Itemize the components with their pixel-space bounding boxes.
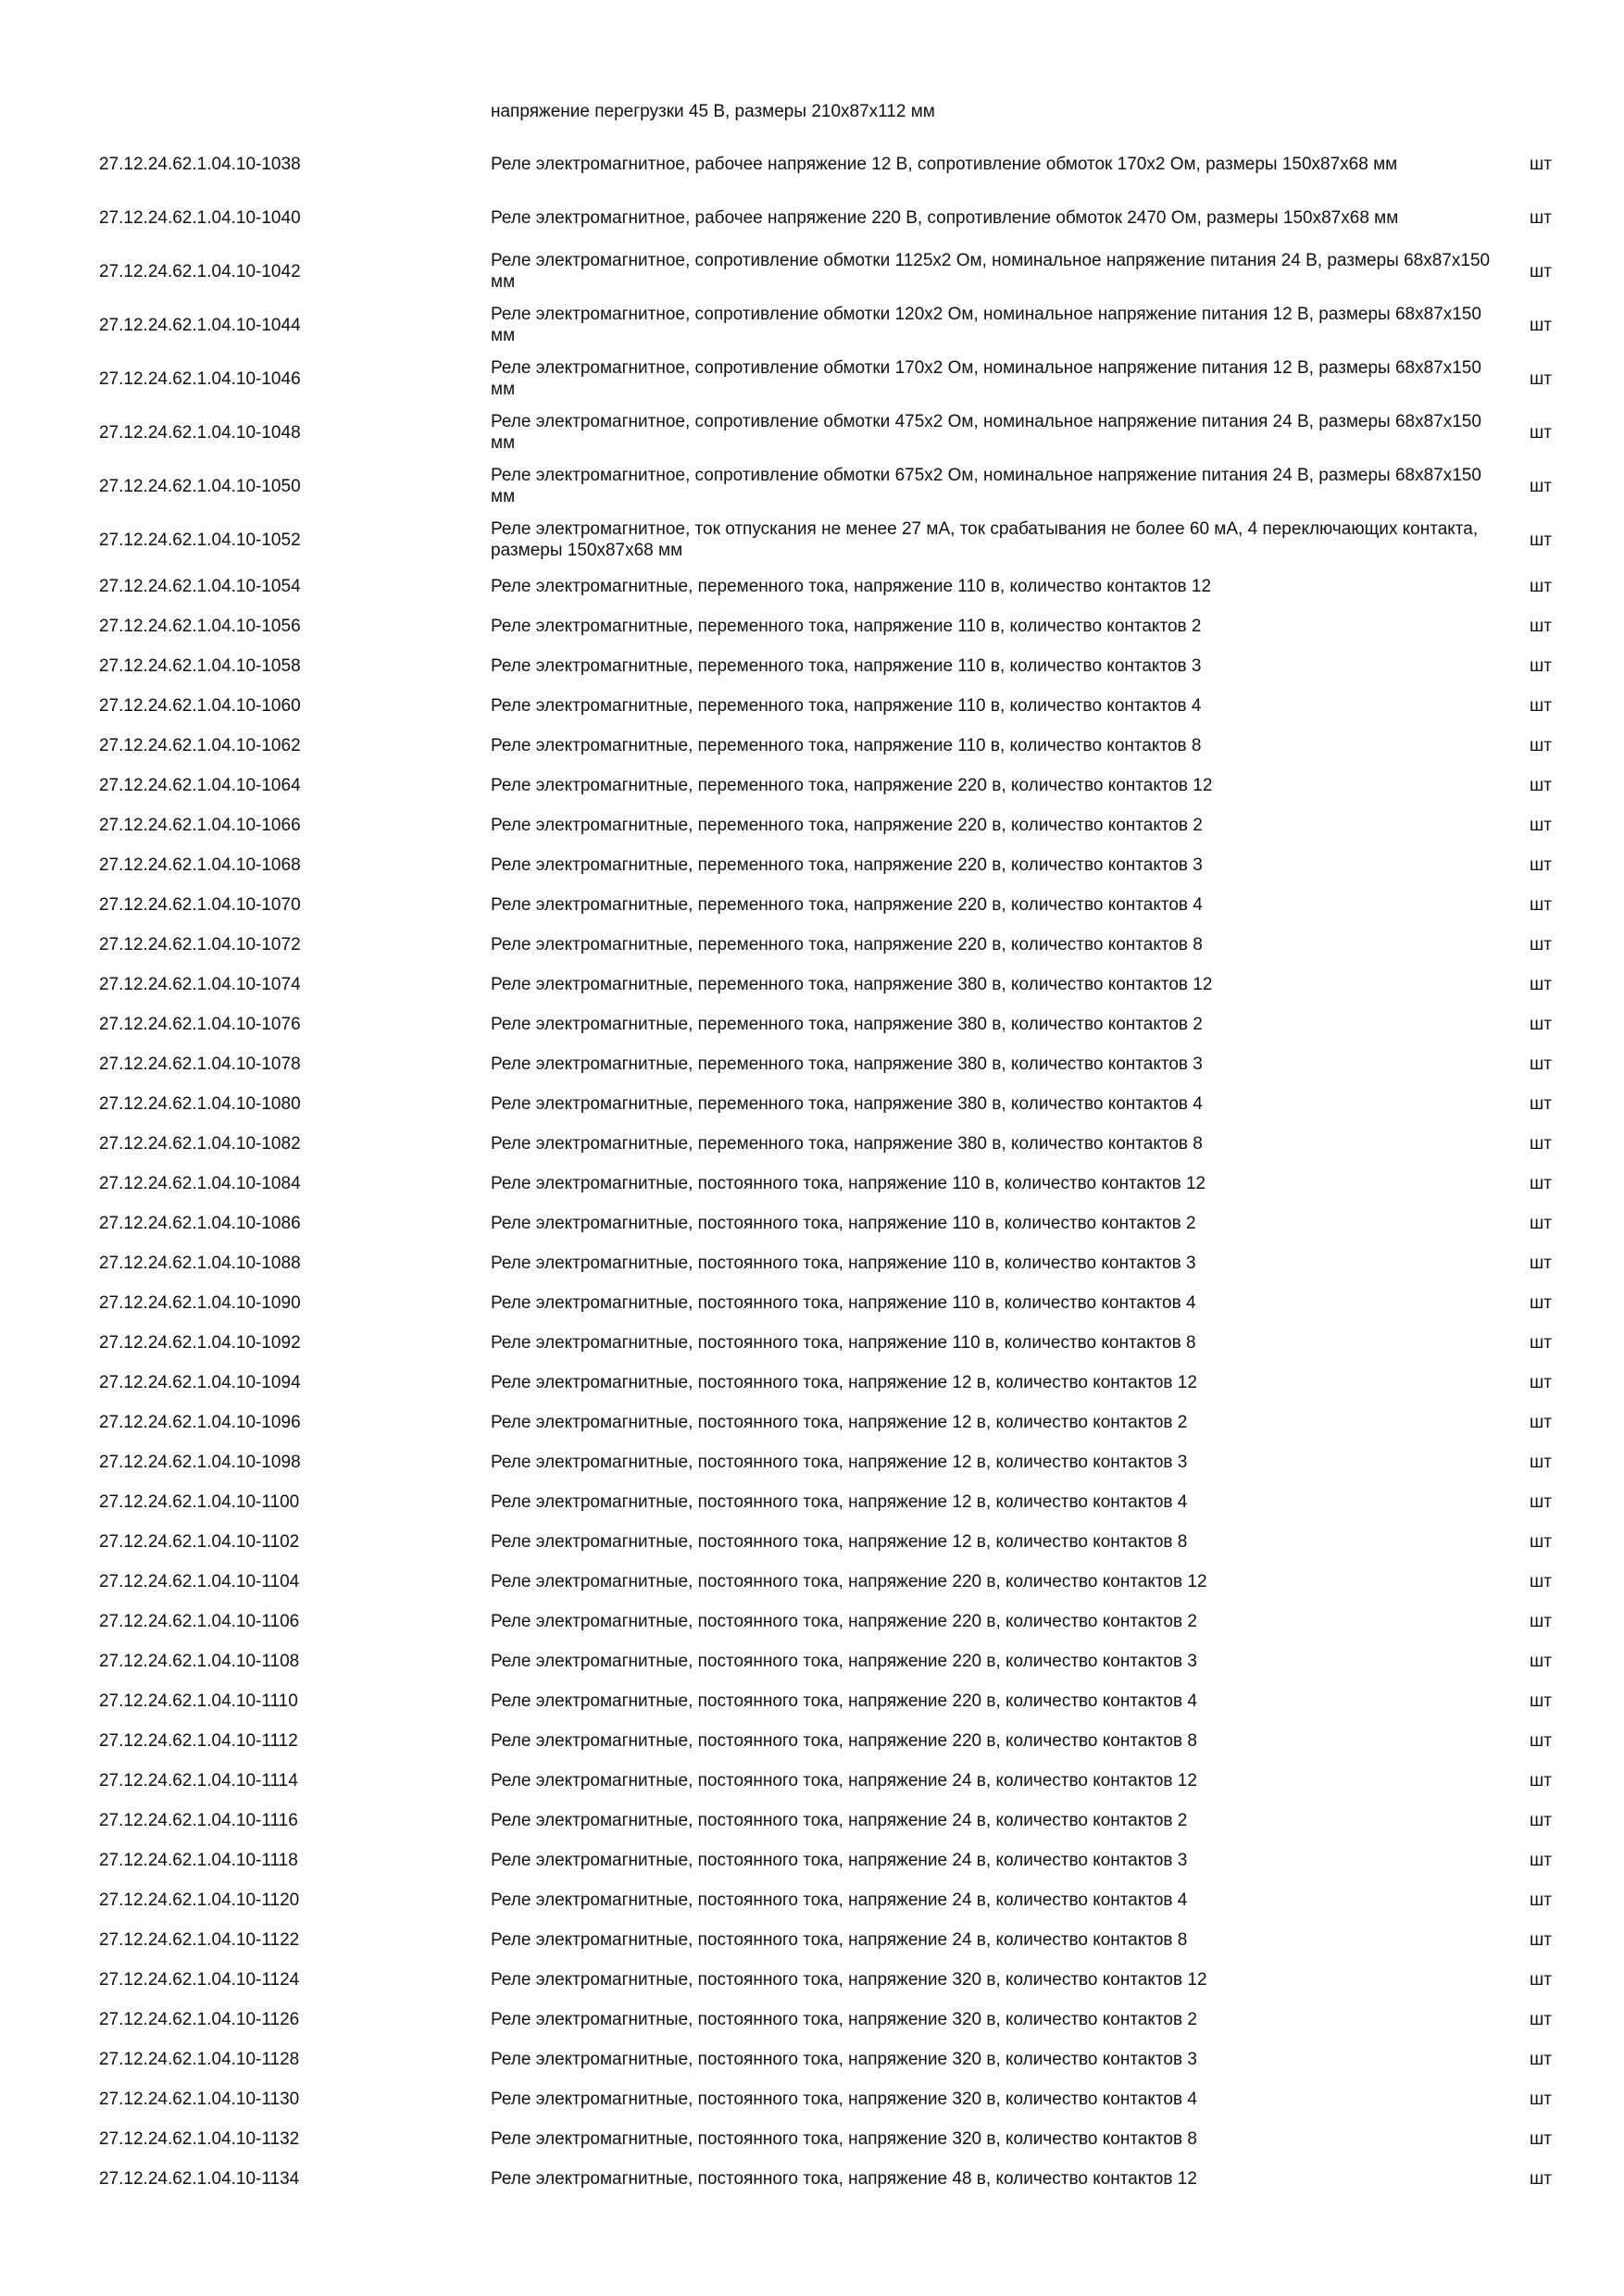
item-unit: шт — [1530, 1572, 1552, 1591]
item-description: Реле электромагнитные, переменного тока, напряжение 380 в, количество контактов 8 — [491, 1134, 1203, 1154]
item-description: Реле электромагнитные, постоянного тока, напряжение 48 в, количество контактов 12 — [491, 2169, 1197, 2189]
item-code: 27.12.24.62.1.04.10-1054 — [99, 577, 301, 596]
item-unit: шт — [1530, 1691, 1552, 1711]
item-unit: шт — [1530, 530, 1552, 550]
item-description: Реле электромагнитные, постоянного тока, напряжение 12 в, количество контактов 2 — [491, 1413, 1188, 1432]
item-code: 27.12.24.62.1.04.10-1060 — [99, 696, 301, 716]
table-row — [0, 459, 1624, 513]
item-unit: шт — [1530, 895, 1552, 915]
item-unit: шт — [1530, 1930, 1552, 1950]
item-unit: шт — [1530, 1890, 1552, 1910]
item-unit: шт — [1530, 577, 1552, 596]
table-row — [0, 1562, 1624, 1602]
item-code: 27.12.24.62.1.04.10-1096 — [99, 1413, 301, 1432]
item-unit: шт — [1530, 154, 1552, 174]
item-code: 27.12.24.62.1.04.10-1120 — [99, 1890, 300, 1910]
item-description: Реле электромагнитное, сопротивление обмотки 1125х2 Ом, номинальное напряжение питания 24 В, размеры 68х87х150 мм — [491, 251, 1491, 292]
table-row — [0, 513, 1624, 567]
table-row — [0, 1004, 1624, 1044]
table-row — [0, 1721, 1624, 1761]
item-description: Реле электромагнитные, постоянного тока, напряжение 320 в, количество контактов 4 — [491, 2090, 1197, 2109]
item-unit: шт — [1530, 696, 1552, 716]
item-unit: шт — [1530, 1413, 1552, 1432]
item-unit: шт — [1530, 1254, 1552, 1273]
item-code: 27.12.24.62.1.04.10-1090 — [99, 1293, 301, 1313]
item-code: 27.12.24.62.1.04.10-1114 — [99, 1771, 298, 1791]
item-description: Реле электромагнитные, переменного тока, напряжение 110 в, количество контактов 2 — [491, 617, 1202, 636]
table-row — [0, 2119, 1624, 2159]
item-description: Реле электромагнитные, постоянного тока, напряжение 320 в, количество контактов 2 — [491, 2010, 1197, 2029]
item-code: 27.12.24.62.1.04.10-1076 — [99, 1015, 301, 1034]
item-code: 27.12.24.62.1.04.10-1074 — [99, 975, 301, 994]
table-row — [0, 1801, 1624, 1841]
item-description: Реле электромагнитные, переменного тока, напряжение 220 в, количество контактов 8 — [491, 935, 1203, 955]
item-code: 27.12.24.62.1.04.10-1118 — [99, 1851, 298, 1870]
item-code: 27.12.24.62.1.04.10-1086 — [99, 1214, 301, 1233]
item-unit: шт — [1530, 2010, 1552, 2029]
continuation-text: напряжение перегрузки 45 В, размеры 210х87х112 мм — [491, 102, 935, 121]
item-code: 27.12.24.62.1.04.10-1124 — [99, 1970, 300, 1990]
table-row — [0, 606, 1624, 646]
item-unit: шт — [1530, 1612, 1552, 1631]
table-row — [0, 1164, 1624, 1204]
item-code: 27.12.24.62.1.04.10-1084 — [99, 1174, 301, 1193]
item-unit: шт — [1530, 855, 1552, 875]
item-code: 27.12.24.62.1.04.10-1102 — [99, 1532, 300, 1552]
item-unit: шт — [1530, 1134, 1552, 1154]
item-description: Реле электромагнитные, постоянного тока, напряжение 320 в, количество контактов 3 — [491, 2050, 1197, 2069]
item-code: 27.12.24.62.1.04.10-1062 — [99, 736, 301, 755]
table-row — [0, 191, 1624, 244]
item-code: 27.12.24.62.1.04.10-1070 — [99, 895, 301, 915]
item-unit: шт — [1530, 1293, 1552, 1313]
item-code: 27.12.24.62.1.04.10-1116 — [99, 1811, 298, 1830]
item-code: 27.12.24.62.1.04.10-1134 — [99, 2169, 300, 2189]
item-code: 27.12.24.62.1.04.10-1044 — [99, 315, 301, 335]
item-description: Реле электромагнитные, переменного тока, напряжение 220 в, количество контактов 4 — [491, 895, 1203, 915]
item-description: Реле электромагнитное, сопротивление обмотки 120х2 Ом, номинальное напряжение питания 12 В, размеры 68х87х150 мм — [491, 305, 1481, 345]
item-description: Реле электромагнитные, переменного тока, напряжение 380 в, количество контактов 12 — [491, 975, 1213, 994]
item-code: 27.12.24.62.1.04.10-1100 — [99, 1492, 300, 1512]
item-unit: шт — [1530, 2129, 1552, 2149]
table-row — [0, 1243, 1624, 1283]
table-row — [0, 885, 1624, 925]
table-row — [0, 1363, 1624, 1403]
item-code: 27.12.24.62.1.04.10-1108 — [99, 1652, 300, 1671]
item-description: Реле электромагнитные, постоянного тока, напряжение 220 в, количество контактов 12 — [491, 1572, 1207, 1591]
table-row — [0, 1880, 1624, 1920]
item-unit: шт — [1530, 1652, 1552, 1671]
item-code: 27.12.24.62.1.04.10-1094 — [99, 1373, 301, 1392]
item-table — [0, 137, 1624, 2199]
table-row — [0, 2079, 1624, 2119]
item-unit: шт — [1530, 1094, 1552, 1114]
table-row — [0, 965, 1624, 1004]
item-unit: шт — [1530, 1214, 1552, 1233]
table-row — [0, 766, 1624, 805]
item-description: Реле электромагнитные, постоянного тока, напряжение 24 в, количество контактов 2 — [491, 1811, 1188, 1830]
item-description: Реле электромагнитные, постоянного тока, напряжение 12 в, количество контактов 3 — [491, 1453, 1188, 1472]
table-row — [0, 1084, 1624, 1124]
table-row — [0, 1960, 1624, 2000]
item-unit: шт — [1530, 1811, 1552, 1830]
item-description: Реле электромагнитные, переменного тока, напряжение 110 в, количество контактов 3 — [491, 656, 1202, 676]
item-code: 27.12.24.62.1.04.10-1046 — [99, 368, 301, 389]
item-description: Реле электромагнитные, постоянного тока, напряжение 24 в, количество контактов 12 — [491, 1771, 1197, 1791]
item-unit: шт — [1530, 816, 1552, 835]
item-description: Реле электромагнитные, постоянного тока, напряжение 320 в, количество контактов 12 — [491, 1970, 1207, 1990]
item-unit: шт — [1530, 1174, 1552, 1193]
item-description: Реле электромагнитное, сопротивление обмотки 475х2 Ом, номинальное напряжение питания 24 В, размеры 68х87х150 мм — [491, 412, 1481, 453]
item-code: 27.12.24.62.1.04.10-1098 — [99, 1453, 301, 1472]
item-description: Реле электромагнитные, постоянного тока, напряжение 110 в, количество контактов 12 — [491, 1174, 1206, 1193]
item-code: 27.12.24.62.1.04.10-1066 — [99, 816, 301, 835]
item-unit: шт — [1530, 422, 1552, 443]
item-unit: шт — [1530, 1532, 1552, 1552]
item-unit: шт — [1530, 1771, 1552, 1791]
table-row — [0, 298, 1624, 352]
item-description: Реле электромагнитное, сопротивление обмотки 675х2 Ом, номинальное напряжение питания 24 В, размеры 68х87х150 мм — [491, 466, 1481, 506]
item-description: Реле электромагнитное, рабочее напряжение 220 В, сопротивление обмоток 2470 Ом, размеры 150х87х68 мм — [491, 207, 1399, 228]
item-description: Реле электромагнитные, переменного тока, напряжение 220 в, количество контактов 3 — [491, 855, 1203, 875]
item-code: 27.12.24.62.1.04.10-1092 — [99, 1333, 301, 1353]
item-description: Реле электромагнитное, ток отпускания не менее 27 мА, ток срабатывания не более 60 мА, 4 переключающих контакта, размеры 150х87х68 мм — [491, 519, 1479, 560]
item-unit: шт — [1530, 617, 1552, 636]
table-row — [0, 1641, 1624, 1681]
item-code: 27.12.24.62.1.04.10-1130 — [99, 2090, 300, 2109]
table-row — [0, 1482, 1624, 1522]
item-code: 27.12.24.62.1.04.10-1132 — [99, 2129, 300, 2149]
item-code: 27.12.24.62.1.04.10-1050 — [99, 476, 301, 496]
item-code: 27.12.24.62.1.04.10-1110 — [99, 1691, 298, 1711]
item-description: Реле электромагнитные, постоянного тока, напряжение 110 в, количество контактов 3 — [491, 1254, 1196, 1273]
item-description: Реле электромагнитные, постоянного тока, напряжение 220 в, количество контактов 4 — [491, 1691, 1197, 1711]
item-unit: шт — [1530, 2050, 1552, 2069]
item-code: 27.12.24.62.1.04.10-1078 — [99, 1054, 301, 1074]
table-row — [0, 646, 1624, 686]
item-unit: шт — [1530, 1373, 1552, 1392]
item-description: Реле электромагнитные, переменного тока, напряжение 110 в, количество контактов 4 — [491, 696, 1202, 716]
item-unit: шт — [1530, 1453, 1552, 1472]
item-description: Реле электромагнитные, постоянного тока, напряжение 110 в, количество контактов 4 — [491, 1293, 1196, 1313]
table-row — [0, 1841, 1624, 1880]
table-row — [0, 1522, 1624, 1562]
table-row — [0, 1602, 1624, 1641]
table-row — [0, 1124, 1624, 1164]
item-description: Реле электромагнитные, переменного тока, напряжение 380 в, количество контактов 4 — [491, 1094, 1203, 1114]
item-unit: шт — [1530, 1054, 1552, 1074]
table-row — [0, 567, 1624, 606]
item-code: 27.12.24.62.1.04.10-1088 — [99, 1254, 301, 1273]
item-unit: шт — [1530, 1015, 1552, 1034]
table-row — [0, 1442, 1624, 1482]
item-unit: шт — [1530, 935, 1552, 955]
item-code: 27.12.24.62.1.04.10-1058 — [99, 656, 301, 676]
item-unit: шт — [1530, 1970, 1552, 1990]
item-code: 27.12.24.62.1.04.10-1112 — [99, 1731, 298, 1751]
item-description: Реле электромагнитные, постоянного тока, напряжение 12 в, количество контактов 4 — [491, 1492, 1188, 1512]
table-row — [0, 406, 1624, 459]
table-row — [0, 2000, 1624, 2040]
table-row — [0, 925, 1624, 965]
item-code: 27.12.24.62.1.04.10-1064 — [99, 776, 301, 795]
table-row — [0, 1403, 1624, 1442]
item-description: Реле электромагнитные, постоянного тока, напряжение 220 в, количество контактов 2 — [491, 1612, 1197, 1631]
item-unit: шт — [1530, 2090, 1552, 2109]
item-description: Реле электромагнитные, постоянного тока, напряжение 220 в, количество контактов 8 — [491, 1731, 1197, 1751]
item-code: 27.12.24.62.1.04.10-1122 — [99, 1930, 300, 1950]
item-description: Реле электромагнитные, постоянного тока, напряжение 24 в, количество контактов 3 — [491, 1851, 1188, 1870]
item-code: 27.12.24.62.1.04.10-1042 — [99, 261, 301, 281]
item-unit: шт — [1530, 368, 1552, 389]
item-unit: шт — [1530, 315, 1552, 335]
item-description: Реле электромагнитные, переменного тока, напряжение 380 в, количество контактов 3 — [491, 1054, 1203, 1074]
table-row — [0, 1323, 1624, 1363]
item-unit: шт — [1530, 736, 1552, 755]
item-description: Реле электромагнитные, постоянного тока, напряжение 110 в, количество контактов 2 — [491, 1214, 1196, 1233]
item-unit: шт — [1530, 1492, 1552, 1512]
item-code: 27.12.24.62.1.04.10-1128 — [99, 2050, 300, 2069]
item-unit: шт — [1530, 261, 1552, 281]
item-description: Реле электромагнитное, рабочее напряжение 12 В, сопротивление обмоток 170х2 Ом, размеры 150х87х68 мм — [491, 154, 1398, 174]
item-description: Реле электромагнитные, переменного тока, напряжение 220 в, количество контактов 12 — [491, 776, 1213, 795]
item-description: Реле электромагнитные, постоянного тока, напряжение 320 в, количество контактов 8 — [491, 2129, 1197, 2149]
item-code: 27.12.24.62.1.04.10-1080 — [99, 1094, 301, 1114]
item-description: Реле электромагнитные, постоянного тока, напряжение 24 в, количество контактов 4 — [491, 1890, 1188, 1910]
item-code: 27.12.24.62.1.04.10-1040 — [99, 207, 301, 228]
item-unit: шт — [1530, 207, 1552, 228]
item-description: Реле электромагнитные, переменного тока, напряжение 220 в, количество контактов 2 — [491, 816, 1203, 835]
item-description: Реле электромагнитные, постоянного тока, напряжение 12 в, количество контактов 12 — [491, 1373, 1197, 1392]
item-unit: шт — [1530, 1851, 1552, 1870]
table-row — [0, 2040, 1624, 2079]
item-code: 27.12.24.62.1.04.10-1048 — [99, 422, 301, 443]
table-row — [0, 1920, 1624, 1960]
table-row — [0, 1761, 1624, 1801]
item-code: 27.12.24.62.1.04.10-1104 — [99, 1572, 300, 1591]
table-row — [0, 137, 1624, 191]
item-code: 27.12.24.62.1.04.10-1126 — [99, 2010, 300, 2029]
item-code: 27.12.24.62.1.04.10-1068 — [99, 855, 301, 875]
table-row — [0, 2159, 1624, 2199]
item-unit: шт — [1530, 776, 1552, 795]
table-row — [0, 726, 1624, 766]
item-unit: шт — [1530, 1333, 1552, 1353]
table-row — [0, 1283, 1624, 1323]
table-row — [0, 805, 1624, 845]
item-description: Реле электромагнитные, постоянного тока, напряжение 12 в, количество контактов 8 — [491, 1532, 1188, 1552]
item-description: Реле электромагнитные, постоянного тока, напряжение 24 в, количество контактов 8 — [491, 1930, 1188, 1950]
table-row — [0, 1204, 1624, 1243]
table-row — [0, 845, 1624, 885]
item-unit: шт — [1530, 2169, 1552, 2189]
table-row — [0, 1681, 1624, 1721]
item-unit: шт — [1530, 1731, 1552, 1751]
item-code: 27.12.24.62.1.04.10-1072 — [99, 935, 301, 955]
item-description: Реле электромагнитные, постоянного тока, напряжение 110 в, количество контактов 8 — [491, 1333, 1196, 1353]
table-row — [0, 1044, 1624, 1084]
table-row — [0, 244, 1624, 298]
item-description: Реле электромагнитные, постоянного тока, напряжение 220 в, количество контактов 3 — [491, 1652, 1197, 1671]
item-unit: шт — [1530, 975, 1552, 994]
item-code: 27.12.24.62.1.04.10-1052 — [99, 530, 301, 550]
table-row — [0, 352, 1624, 406]
item-description: Реле электромагнитные, переменного тока, напряжение 110 в, количество контактов 8 — [491, 736, 1202, 755]
item-code: 27.12.24.62.1.04.10-1106 — [99, 1612, 300, 1631]
item-description: Реле электромагнитные, переменного тока, напряжение 380 в, количество контактов 2 — [491, 1015, 1203, 1034]
item-code: 27.12.24.62.1.04.10-1056 — [99, 617, 301, 636]
table-row — [0, 686, 1624, 726]
item-description: Реле электромагнитные, переменного тока, напряжение 110 в, количество контактов 12 — [491, 577, 1212, 596]
item-description: Реле электромагнитное, сопротивление обмотки 170х2 Ом, номинальное напряжение питания 12 В, размеры 68х87х150 мм — [491, 358, 1481, 399]
item-code: 27.12.24.62.1.04.10-1038 — [99, 154, 301, 174]
item-code: 27.12.24.62.1.04.10-1082 — [99, 1134, 301, 1154]
item-unit: шт — [1530, 476, 1552, 496]
item-unit: шт — [1530, 656, 1552, 676]
